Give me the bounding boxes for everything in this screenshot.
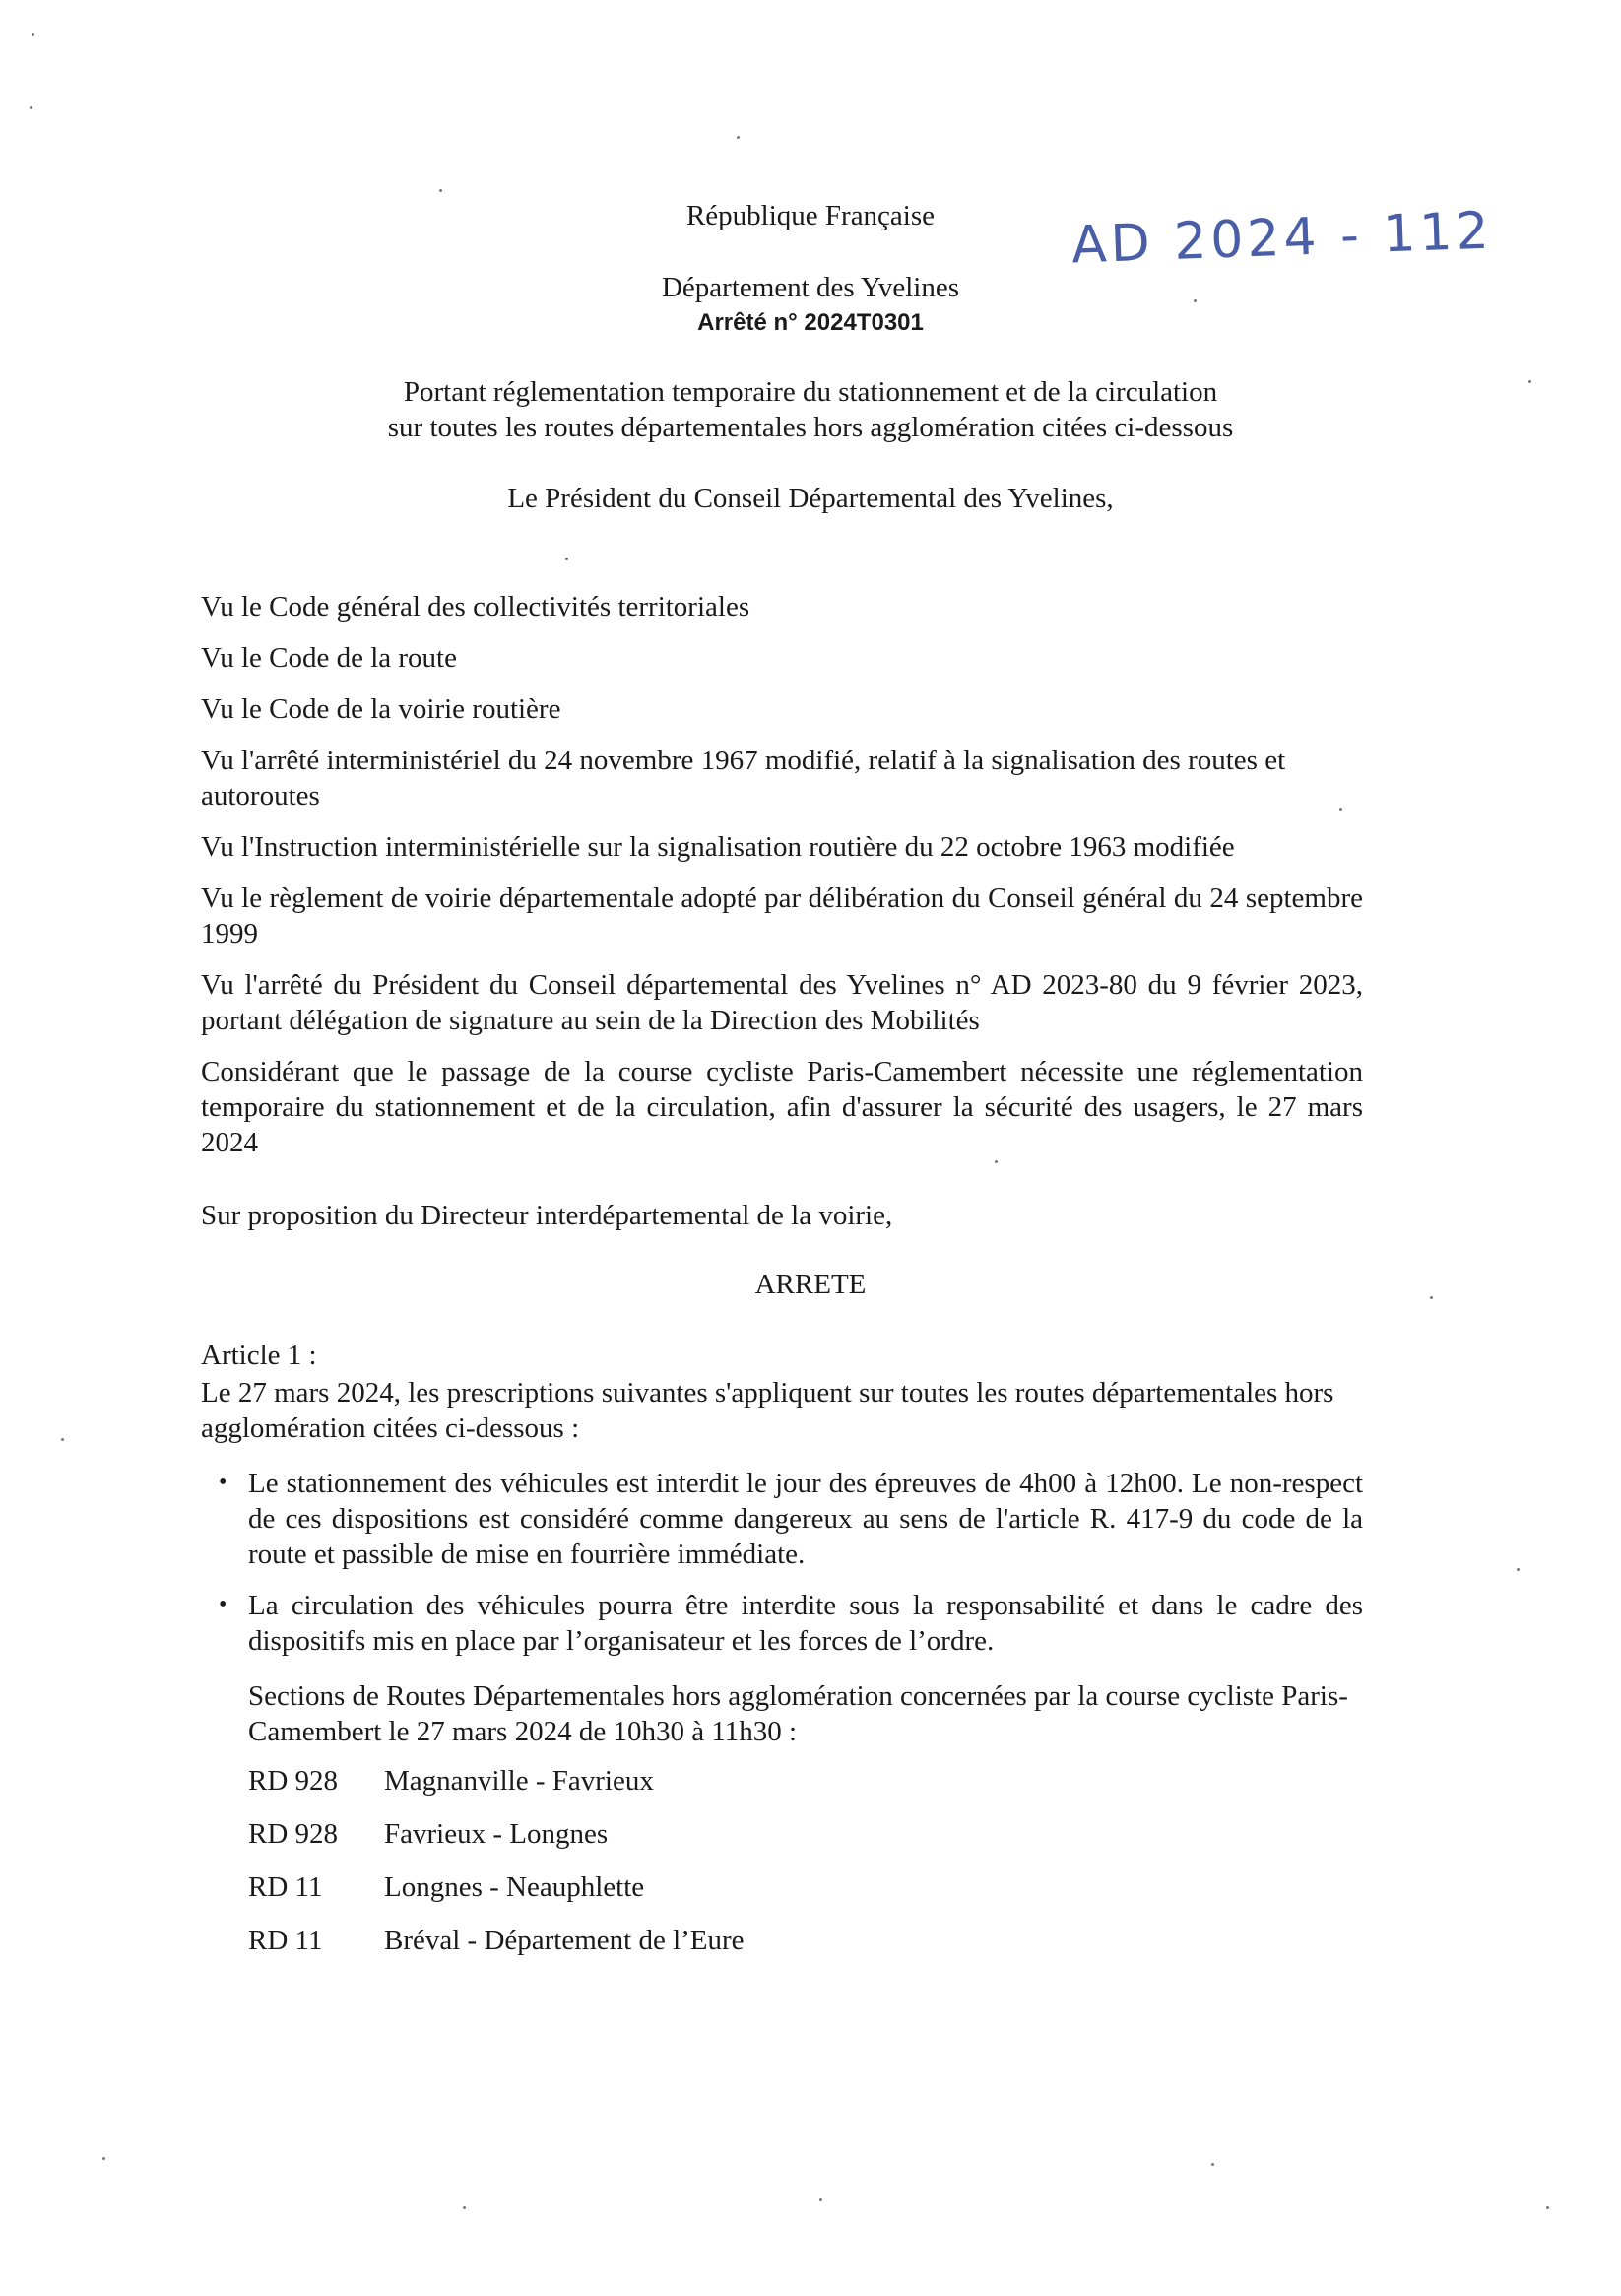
scan-speck <box>1211 2163 1214 2166</box>
road-code: RD 928 <box>248 1765 339 1797</box>
road-code: RD 11 <box>248 1925 323 1956</box>
road-section: Longnes - Neauphlette <box>384 1871 645 1903</box>
consideration-item: Vu l'arrêté interministériel du 24 novembre 1967 modifié, relatif à la signalisation des routes et autoroutes <box>201 745 1286 812</box>
proposal-line: Sur proposition du Directeur interdépartemental de la voirie, <box>201 1200 893 1231</box>
scan-speck <box>102 2157 105 2160</box>
scan-speck <box>1517 1568 1520 1571</box>
scan-speck <box>737 136 740 139</box>
scan-speck <box>439 189 442 192</box>
scan-speck <box>565 558 568 560</box>
road-row <box>248 1765 654 1798</box>
article-1-intro: Le 27 mars 2024, les prescriptions suivantes s'appliquent sur toutes les routes départementales hors agglomération citées ci-dessous : <box>201 1377 1334 1444</box>
road-code: RD 11 <box>248 1871 323 1903</box>
consideration-item: Vu le Code de la route <box>201 642 457 674</box>
road-section: Favrieux - Longnes <box>384 1818 609 1850</box>
bullet-item: Le stationnement des véhicules est interdit le jour des épreuves de 4h00 à 12h00. Le non-respect de ces dispositions est considéré comme dangereux au sens de l'article R. 417-9 du code de la route et passible de mise en fourrière immédiate. <box>248 1468 1363 1570</box>
scan-speck <box>1546 2206 1549 2209</box>
road-row <box>248 1925 745 1957</box>
arrete-number-text: Arrêté n° 2024T0301 <box>697 309 924 336</box>
scan-speck <box>61 1438 64 1441</box>
department-heading: Département des Yvelines <box>661 272 960 303</box>
scan-speck <box>1339 808 1342 811</box>
consideration-item: Vu le règlement de voirie départementale adopté par délibération du Conseil général du 24 septembre 1999 <box>201 883 1363 950</box>
subject-line-1: Portant réglementation temporaire du stationnement et de la circulation <box>403 376 1218 408</box>
subject-line-2: sur toutes les routes départementales hors agglomération citées ci-dessous <box>387 412 1234 443</box>
republic-heading: République Française <box>685 200 936 231</box>
scan-speck <box>32 33 34 36</box>
scan-speck <box>1194 299 1197 302</box>
decree-heading: ARRETE <box>754 1269 867 1300</box>
consideration-item: Vu le Code de la voirie routière <box>201 693 561 725</box>
scan-speck <box>995 1160 998 1163</box>
handwritten-reference: AD 2024 - 112 <box>1070 201 1494 276</box>
arrete-number <box>0 305 1621 338</box>
consideration-item: Vu l'Instruction interministérielle sur la signalisation routière du 22 octobre 1963 modifiée <box>201 831 1235 863</box>
president-line: Le Président du Conseil Départemental des Yvelines, <box>507 483 1114 514</box>
road-section: Bréval - Département de l’Eure <box>384 1925 745 1956</box>
article-1-title: Article 1 : <box>201 1340 317 1371</box>
scan-speck <box>1528 380 1531 383</box>
scan-speck <box>463 2206 466 2209</box>
sections-intro: Sections de Routes Départementales hors agglomération concernées par la course cycliste Paris-Camembert le 27 mars 2024 de 10h30 à 11h30 : <box>248 1680 1348 1747</box>
scan-speck <box>30 106 32 109</box>
road-code: RD 928 <box>248 1818 339 1850</box>
road-section: Magnanville - Favrieux <box>384 1765 654 1797</box>
scan-speck <box>819 2198 822 2201</box>
bullet-item: La circulation des véhicules pourra être interdite sous la responsabilité et dans le cadre des dispositifs mis en place par l’organisateur et les forces de l’ordre. <box>248 1590 1363 1657</box>
consideration-item: Considérant que le passage de la course cycliste Paris-Camembert nécessite une réglementation temporaire du stationnement et de la circulation, afin d'assurer la sécurité des usagers, le 27 mars 2024 <box>201 1056 1363 1158</box>
road-row <box>248 1818 608 1851</box>
consideration-item: Vu le Code général des collectivités territoriales <box>201 591 750 623</box>
bullet-icon: • <box>219 1592 227 1617</box>
bullet-icon: • <box>219 1470 227 1495</box>
road-row <box>248 1871 644 1904</box>
scan-speck <box>1430 1296 1433 1299</box>
consideration-item: Vu l'arrêté du Président du Conseil départemental des Yvelines n° AD 2023-80 du 9 février 2023, portant délégation de signature au sein de la Direction des Mobilités <box>201 969 1363 1036</box>
